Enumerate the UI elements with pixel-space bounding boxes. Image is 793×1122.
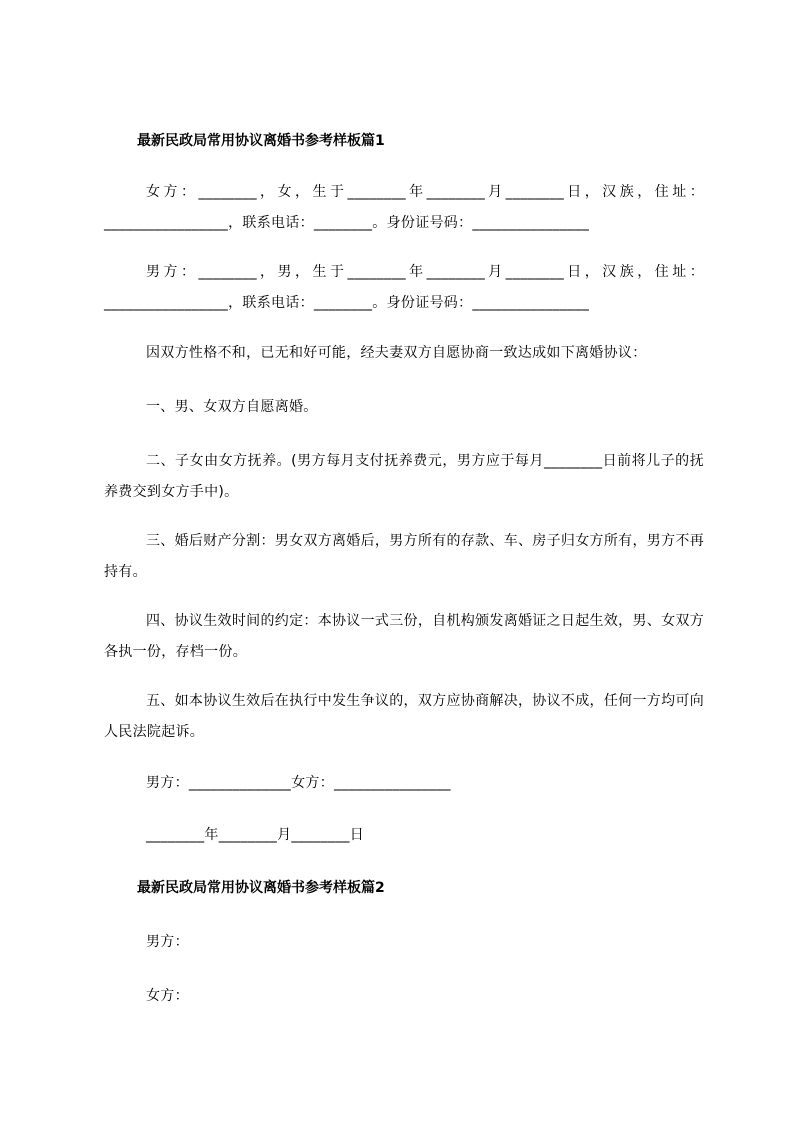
clause-2-paragraph: 二、子女由女方抚养。(男方每月支付抚养费元，男方应于每月________日前将儿子的抚养费交到女方手中)。	[104, 453, 704, 500]
date-line: ________年________月________日	[146, 827, 365, 843]
section-2-male-label: 男方：	[146, 934, 189, 950]
female-party-paragraph: 女方：________，女，生于________年________月________日，汉族，住址：_________________，联系电话：________。身份证号码：________________	[104, 184, 704, 231]
preamble-paragraph: 因双方性格不和，已无和好可能，经夫妻双方自愿协商一致达成如下离婚协议：	[146, 345, 647, 361]
section-2-title: 最新民政局常用协议离婚书参考样板篇2	[137, 880, 385, 896]
clause-1-paragraph: 一、男、女双方自愿离婚。	[146, 399, 318, 415]
clause-4-paragraph: 四、协议生效时间的约定：本协议一式三份，自机构颁发离婚证之日起生效，男、女双方各执一份，存档一份。	[104, 613, 704, 660]
male-party-paragraph: 男方：________，男，生于________年________月________日，汉族，住址：_________________，联系电话：________。身份证号码：________________	[104, 264, 704, 311]
clause-5-paragraph: 五、如本协议生效后在执行中发生争议的，双方应协商解决，协议不成，任何一方均可向人民法院起诉。	[104, 693, 704, 740]
section-2-female-label: 女方：	[146, 988, 189, 1004]
section-1-title: 最新民政局常用协议离婚书参考样板篇1	[137, 133, 385, 149]
clause-3-paragraph: 三、婚后财产分割：男女双方离婚后，男方所有的存款、车、房子归女方所有，男方不再持有。	[104, 533, 704, 580]
signature-line: 男方：______________女方：________________	[146, 775, 451, 791]
